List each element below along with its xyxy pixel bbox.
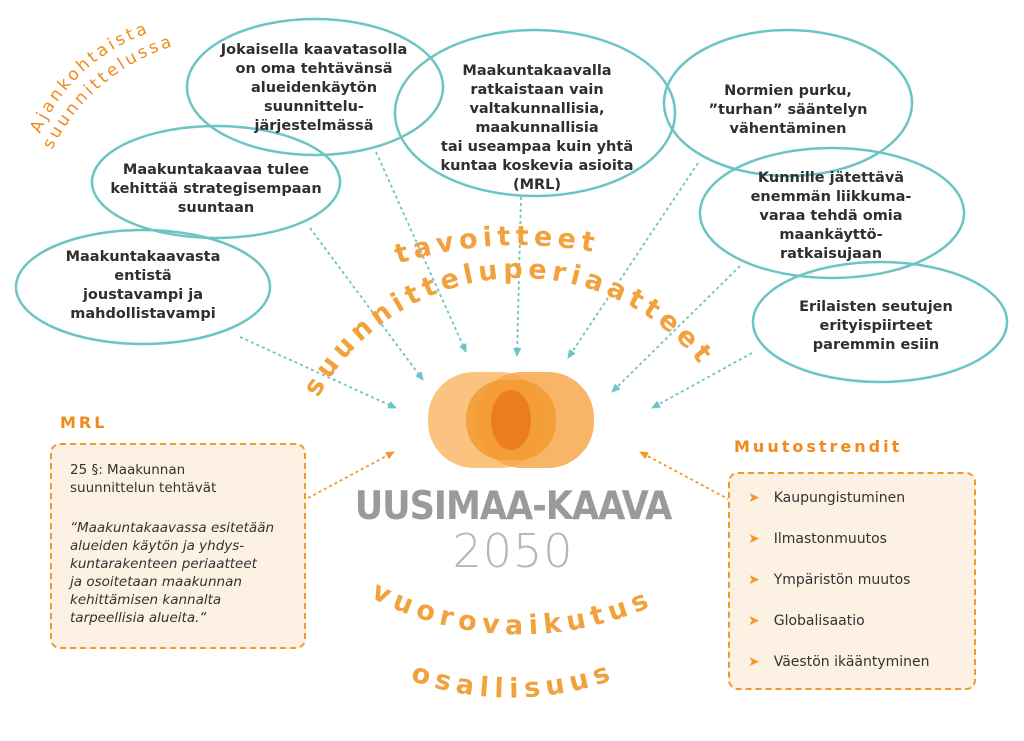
trend-item [748,572,910,588]
bubble-text-line: Maakuntakaavasta [65,249,221,265]
chevron-right-icon: ➤ [748,613,760,629]
bubble-text-line: varaa tehdä omia [759,208,903,224]
bubble-text-line: erityispiirteet [819,318,933,334]
bubble-text-line: suuntaan [177,200,255,216]
chevron-right-icon: ➤ [748,531,760,547]
bubble-text-line: vähentäminen [729,121,847,137]
mrl-quote-line: tarpeellisia alueita.“ [70,610,207,626]
side-label-line1: Ajankohtaista [26,18,153,137]
bubble-text-line: mahdollistavampi [70,306,216,322]
bubble-text-line: enemmän liikkuma- [750,189,912,205]
bubble-text-line: alueidenkäytön [250,80,378,96]
logo-wordmark: UUSIMAA-KAAVA [354,484,672,529]
trend-label: Ilmastonmuutos [773,531,887,547]
bubble-text-line: kehittää strategisempaan [110,181,322,197]
logo-mark [428,372,594,468]
bubble-text-line: (MRL) [512,177,562,193]
bubble-1-text [40,248,246,324]
mrl-box [50,443,306,649]
bubble-text-line: on oma tehtävänsä [235,61,393,77]
arc-label-principles: suunnitteluperiaatteet [297,253,722,402]
logo-year: 2050 [452,524,574,578]
mrl-quote [70,519,286,627]
mrl-quote-line: “Maakuntakaavassa esitetään [70,520,275,536]
bubble-text-line: Erilaisten seutujen [799,299,953,315]
trend-item [748,654,930,670]
mrl-heading-line1: 25 §: Maakunnan [70,462,186,478]
mrl-quote-line: alueiden käytön ja yhdys- [70,538,245,554]
bubble-text-line: Maakuntakaavalla [462,63,612,79]
bubble-text-line: tai useampaa kuin yhtä [440,139,634,155]
arc-label-participation: osallisuus [407,655,620,705]
mrl-title: MRL [60,413,108,432]
trend-label: Globalisaatio [773,613,865,629]
trend-item [748,613,865,629]
bubble-text-line: valtakunnallisia, maakunnallisia [469,101,605,136]
mrl-quote-line: ja osoitetaan maakunnan [70,574,242,590]
trend-item [748,490,905,506]
bubble-4-text [410,62,664,195]
bubble-text-line: Normien purku, [724,83,852,99]
arc-label-interaction: vuorovaikutus [366,575,659,642]
trends-title: Muutostrendit [734,437,903,456]
bubble-text-line: Kunnille jätettävä [757,170,905,186]
mrl-heading-line2: suunnittelun tehtävät [70,480,217,496]
bubble-2-text [108,161,324,218]
side-label-line2: suunnittelussa [38,31,177,153]
chevron-right-icon: ➤ [748,490,760,506]
mrl-quote-line: kuntarakenteen periaatteet [70,556,257,572]
bubble-text-line: ratkaisujaan [779,246,883,262]
bubble-7-text [770,298,982,355]
bubble-5-text [690,82,886,139]
bubble-text-line: Maakuntakaavaa tulee [122,162,310,178]
mrl-quote-line: kehittämisen kannalta [70,592,222,608]
bubble-text-line: paremmin esiin [812,337,940,353]
trends-box [728,472,976,690]
trend-label: Väestön ikääntyminen [773,654,930,670]
bubble-text-line: maankäyttö- [779,227,883,243]
bubble-6-text [720,169,942,264]
bubble-text-line: järjestelmässä [254,118,374,134]
bubble-text-line: kuntaa koskevia asioita [440,158,634,174]
bubble-text-line: ratkaistaan vain [470,82,604,98]
bubble-text-line: Jokaisella kaavatasolla [220,42,408,58]
bubble-text-line: joustavampi ja [82,287,204,303]
chevron-right-icon: ➤ [748,654,760,670]
bubble-text-line: ”turhan” sääntelyn [708,102,868,118]
bubble-text-line: entistä [114,268,172,284]
bubble-text-line: suunnittelu- [264,99,364,115]
mrl-heading [70,461,286,497]
chevron-right-icon: ➤ [748,572,760,588]
trend-label: Ympäristön muutos [773,572,911,588]
trend-label: Kaupungistuminen [773,490,906,506]
trend-item [748,531,887,547]
arc-label-goals: tavoitteet [391,221,602,271]
bubble-3-text [208,41,420,136]
